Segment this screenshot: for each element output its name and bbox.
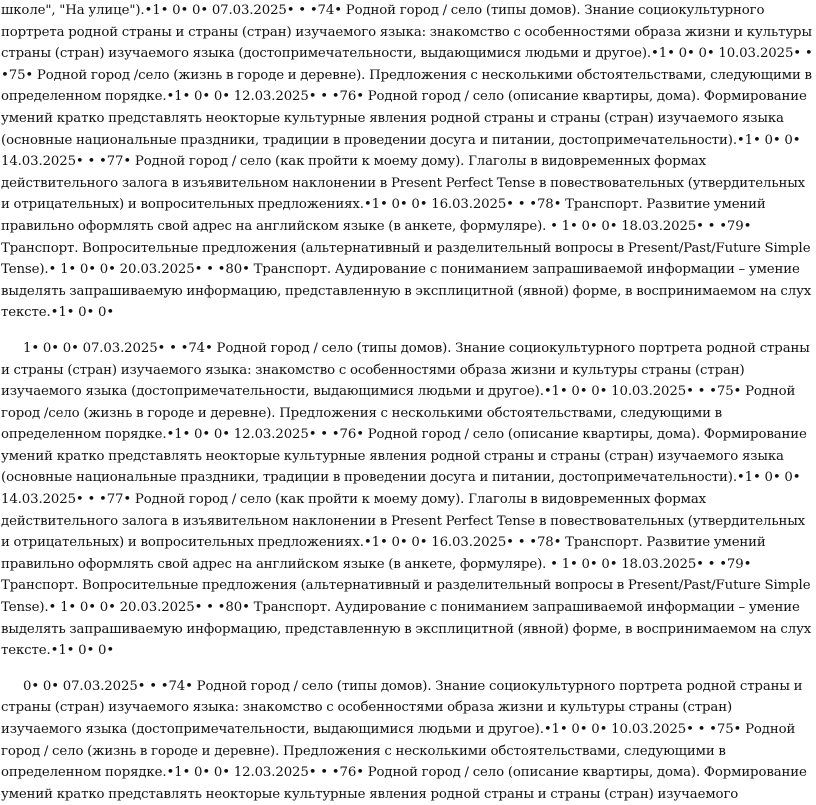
paragraph-3: 0• 0• 07.03.2025• • •74• Родной город / село (типы домов). Знание социокультурного портрета родной страны и страны (стран) изучаемого языка: знакомство с особенностями образа жизни и культуры страны (стран) изучаемого языка (достопримечательности, выдающимися людьми и другое).•1• 0• 0• 10.03.2025• • •75• Родной город / село (жизнь в городе и деревне). Предложения с несколькими обстоятельствами, следующими в определенном порядке.•1• 0• 0• 12.03.2025• • •76• Родной город / село (описание квартиры, дома). Формирование умений кратко представлять неокторые культурные явления родной страны и страны (стран) изучаемого bbox=[1, 678, 807, 802]
paragraph-2: 1• 0• 0• 07.03.2025• • •74• Родной город / село (типы домов). Знание социокультурного портрета родной страны и страны (стран) изучаемого языка: знакомство с особенностями образа жизни и культуры страны (стран) изучаемого языка (достопримечательности, выдающимися людьми и другое).•1• 0• 0• 10.03.2025• • •75• Родной город /село (жизнь в городе и деревне). Предложения с несколькими обстоятельствами, следующими в определенном порядке.•1• 0• 0• 12.03.2025• • •76• Родной город / село (описание квартиры, дома). Формирование умений кратко представлять неокторые культурные явления родной страны и страны (стран) изучаемого языка (основные национальные праздники, традиции в проведении досуга и питании, достопримечательности).•1• 0• 0• 14.03.2025• • •77• Родной город / село (как пройти к моему дому). Глаголы в видовременных формах действительного залога в изъявительном наклонении в Present Perfect Tense в повествовательных (утвердительных и отрицательных) и вопросительных предложениях.•1• 0• 0• 16.03.2025• • •78• Транспорт. Развитие умений правильно оформлять свой адрес на английском языке (в анкете, формуляре). • 1• 0• 0• 18.03.2025• • •79• Транспорт. Вопросительные предложения (альтернативный и разделительный вопросы в Present/Past/Future Simple Tense).• 1• 0• 0• 20.03.2025• • •80• Транспорт. Аудирование с пониманием запрашиваемой информации – умение выделять запрашиваемую информацию, представленную в эксплицитной (явной) форме, в воспринимаемом на слух тексте.•1• 0• 0• bbox=[1, 340, 812, 659]
paragraph-1: школе", "На улице").•1• 0• 0• 07.03.2025• • •74• Родной город / село (типы домов). Знание социокультурного портрета родной страны и страны (стран) изучаемого языка: знакомство с особенностями образа жизни и культуры страны (стран) изучаемого языка (достопримечательности, выдающимися людьми и другое).•1• 0• 0• 10.03.2025• • •75• Родной город /село (жизнь в городе и деревне). Предложения с несколькими обстоятельствами, следующими в определенном порядке.•1• 0• 0• 12.03.2025• • •76• Родной город / село (описание квартиры, дома). Формирование умений кратко представлять неокторые культурные явления родной страны и страны (стран) изучаемого языка (основные национальные праздники, традиции в проведении досуга и питании, достопримечательности).•1• 0• 0• 14.03.2025• • •77• Родной город / село (как пройти к моему дому). Глаголы в видовременных формах действительного залога в изъявительном наклонении в Present Perfect Tense в повествовательных (утвердительных и отрицательных) и вопросительных предложениях.•1• 0• 0• 16.03.2025• • •78• Транспорт. Развитие умений правильно оформлять свой адрес на английском языке (в анкете, формуляре). • 1• 0• 0• 18.03.2025• • •79• Транспорт. Вопросительные предложения (альтернативный и разделительный вопросы в Present/Past/Future Simple Tense).• 1• 0• 0• 20.03.2025• • •80• Транспорт. Аудирование с пониманием запрашиваемой информации – умение выделять запрашиваемую информацию, представленную в эксплицитной (явной) форме, в воспринимаемом на слух тексте.•1• 0• 0• bbox=[1, 3, 813, 321]
